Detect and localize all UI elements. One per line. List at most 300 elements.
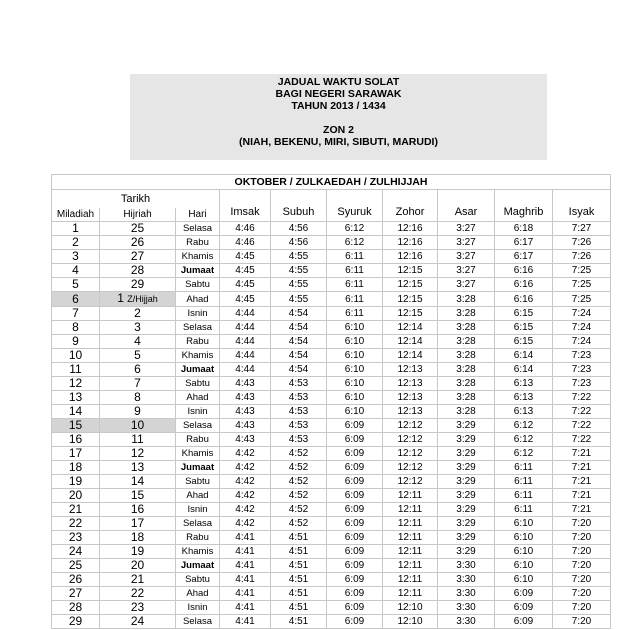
syuruk-cell: 6:10: [327, 391, 383, 405]
hijriah-cell: [100, 264, 176, 278]
hari-cell: Ahad: [176, 292, 220, 307]
table-row: [52, 391, 611, 405]
hijriah-day: 4: [134, 334, 141, 348]
isyak-cell: 7:20: [553, 601, 611, 615]
hari-cell: Ahad: [176, 391, 220, 405]
syuruk-cell: 6:11: [327, 264, 383, 278]
hari-cell: Isnin: [176, 405, 220, 419]
hari-cell: Sabtu: [176, 377, 220, 391]
hijriah-day: 23: [130, 600, 145, 614]
hari-cell: Ahad: [176, 587, 220, 601]
imsak-cell: 4:46: [220, 222, 271, 236]
hijriah-day: 25: [130, 221, 145, 235]
isyak-cell: 7:24: [553, 307, 611, 321]
imsak-cell: 4:42: [220, 475, 271, 489]
subuh-cell: 4:53: [271, 391, 327, 405]
miladiah-cell: 14: [52, 405, 100, 419]
hijriah-cell: [100, 573, 176, 587]
subuh-cell: 4:53: [271, 419, 327, 433]
hijriah-day: 13: [130, 460, 145, 474]
maghrib-cell: 6:10: [495, 573, 553, 587]
subuh-cell: 4:54: [271, 321, 327, 335]
table-row: [52, 433, 611, 447]
imsak-cell: 4:41: [220, 559, 271, 573]
hijriah-cell: [100, 419, 176, 433]
subuh-cell: 4:53: [271, 433, 327, 447]
miladiah-cell: 7: [52, 307, 100, 321]
miladiah-cell: 8: [52, 321, 100, 335]
syuruk-cell: 6:10: [327, 377, 383, 391]
hijriah-day: 15: [130, 488, 145, 502]
zohor-cell: 12:12: [383, 461, 438, 475]
hijriah-cell: [100, 377, 176, 391]
maghrib-cell: 6:13: [495, 391, 553, 405]
maghrib-cell: 6:13: [495, 405, 553, 419]
subuh-cell: 4:52: [271, 475, 327, 489]
syuruk-header: Syuruk: [327, 190, 383, 222]
hari-cell: Jumaat: [176, 363, 220, 377]
maghrib-cell: 6:12: [495, 433, 553, 447]
maghrib-cell: 6:11: [495, 503, 553, 517]
zohor-cell: 12:12: [383, 475, 438, 489]
syuruk-cell: 6:10: [327, 405, 383, 419]
miladiah-cell: 4: [52, 264, 100, 278]
hijriah-day: 17: [130, 516, 145, 530]
table-row: [52, 517, 611, 531]
imsak-cell: 4:41: [220, 601, 271, 615]
zohor-cell: 12:11: [383, 489, 438, 503]
hijriah-day: 16: [130, 502, 145, 516]
miladiah-header: Miladiah: [52, 208, 100, 222]
table-row: [52, 335, 611, 349]
subuh-cell: 4:55: [271, 250, 327, 264]
zohor-cell: 12:11: [383, 545, 438, 559]
zohor-header: Zohor: [383, 190, 438, 222]
hijriah-cell: [100, 405, 176, 419]
imsak-cell: 4:46: [220, 236, 271, 250]
imsak-cell: 4:44: [220, 349, 271, 363]
miladiah-cell: 29: [52, 615, 100, 629]
hari-cell: Rabu: [176, 433, 220, 447]
asar-cell: 3:30: [438, 601, 495, 615]
table-row: [52, 321, 611, 335]
hijriah-cell: [100, 587, 176, 601]
maghrib-cell: 6:09: [495, 615, 553, 629]
hari-cell: Sabtu: [176, 278, 220, 292]
asar-cell: 3:28: [438, 321, 495, 335]
hijriah-cell: [100, 517, 176, 531]
asar-cell: 3:30: [438, 573, 495, 587]
zohor-cell: 12:11: [383, 573, 438, 587]
miladiah-cell: 16: [52, 433, 100, 447]
asar-cell: 3:28: [438, 363, 495, 377]
imsak-cell: 4:41: [220, 587, 271, 601]
hijriah-day: 2: [134, 306, 141, 320]
asar-cell: 3:29: [438, 447, 495, 461]
syuruk-cell: 6:10: [327, 321, 383, 335]
asar-cell: 3:29: [438, 475, 495, 489]
maghrib-cell: 6:10: [495, 559, 553, 573]
month-title: OKTOBER / ZULKAEDAH / ZULHIJJAH: [52, 175, 611, 190]
subuh-cell: 4:51: [271, 531, 327, 545]
subuh-cell: 4:56: [271, 222, 327, 236]
syuruk-cell: 6:12: [327, 236, 383, 250]
hijriah-day: 28: [130, 263, 145, 277]
syuruk-cell: 6:11: [327, 250, 383, 264]
hijriah-day: 18: [130, 530, 145, 544]
imsak-cell: 4:44: [220, 335, 271, 349]
imsak-cell: 4:41: [220, 545, 271, 559]
imsak-cell: 4:42: [220, 461, 271, 475]
miladiah-cell: 11: [52, 363, 100, 377]
zohor-cell: 12:12: [383, 419, 438, 433]
asar-cell: 3:28: [438, 405, 495, 419]
zohor-cell: 12:11: [383, 531, 438, 545]
zohor-cell: 12:15: [383, 278, 438, 292]
zohor-cell: 12:16: [383, 222, 438, 236]
maghrib-cell: 6:11: [495, 475, 553, 489]
table-row: [52, 615, 611, 629]
table-row: [52, 363, 611, 377]
table-row: [52, 531, 611, 545]
hijriah-day: 21: [130, 572, 145, 586]
zohor-cell: 12:13: [383, 405, 438, 419]
hari-cell: Khamis: [176, 545, 220, 559]
hijriah-day: 14: [130, 474, 145, 488]
isyak-cell: 7:20: [553, 573, 611, 587]
subuh-cell: 4:53: [271, 377, 327, 391]
zohor-cell: 12:12: [383, 433, 438, 447]
zohor-cell: 12:16: [383, 236, 438, 250]
isyak-cell: 7:22: [553, 391, 611, 405]
imsak-cell: 4:42: [220, 489, 271, 503]
miladiah-cell: 19: [52, 475, 100, 489]
miladiah-cell: 6: [52, 292, 100, 307]
hari-cell: Rabu: [176, 531, 220, 545]
hijriah-cell: [100, 615, 176, 629]
syuruk-cell: 6:09: [327, 531, 383, 545]
zohor-cell: 12:11: [383, 559, 438, 573]
syuruk-cell: 6:09: [327, 573, 383, 587]
hijriah-day: 7: [134, 376, 141, 390]
miladiah-cell: 28: [52, 601, 100, 615]
syuruk-cell: 6:09: [327, 447, 383, 461]
maghrib-cell: 6:16: [495, 278, 553, 292]
maghrib-header: Maghrib: [495, 190, 553, 222]
hari-cell: Isnin: [176, 307, 220, 321]
subuh-cell: 4:51: [271, 615, 327, 629]
hari-cell: Sabtu: [176, 475, 220, 489]
syuruk-cell: 6:09: [327, 587, 383, 601]
asar-header: Asar: [438, 190, 495, 222]
asar-cell: 3:27: [438, 250, 495, 264]
imsak-cell: 4:45: [220, 292, 271, 307]
imsak-cell: 4:42: [220, 517, 271, 531]
hijriah-day: 5: [134, 348, 141, 362]
maghrib-cell: 6:16: [495, 292, 553, 307]
syuruk-cell: 6:09: [327, 489, 383, 503]
imsak-header: Imsak: [220, 190, 271, 222]
hijriah-cell: [100, 545, 176, 559]
hijriah-month: Z/Hijjah: [127, 294, 158, 304]
syuruk-cell: 6:09: [327, 475, 383, 489]
imsak-cell: 4:44: [220, 307, 271, 321]
zone-label: ZON 2: [323, 124, 354, 136]
hijriah-cell: [100, 489, 176, 503]
miladiah-cell: 13: [52, 391, 100, 405]
hari-cell: Isnin: [176, 503, 220, 517]
hari-cell: Rabu: [176, 236, 220, 250]
zohor-cell: 12:14: [383, 321, 438, 335]
timetable-body: [52, 222, 611, 629]
hijriah-day: 26: [130, 235, 145, 249]
hijriah-day: 20: [130, 558, 145, 572]
isyak-cell: 7:20: [553, 517, 611, 531]
isyak-cell: 7:21: [553, 475, 611, 489]
hijriah-day: 8: [134, 390, 141, 404]
hijriah-day: 22: [130, 586, 145, 600]
subuh-header: Subuh: [271, 190, 327, 222]
asar-cell: 3:28: [438, 292, 495, 307]
isyak-cell: 7:27: [553, 222, 611, 236]
hijriah-cell: [100, 349, 176, 363]
hijriah-day: 3: [134, 320, 141, 334]
zohor-cell: 12:10: [383, 615, 438, 629]
hijriah-day: 9: [134, 404, 141, 418]
subuh-cell: 4:52: [271, 461, 327, 475]
table-row: [52, 419, 611, 433]
maghrib-cell: 6:14: [495, 363, 553, 377]
isyak-cell: 7:21: [553, 447, 611, 461]
maghrib-cell: 6:10: [495, 517, 553, 531]
maghrib-cell: 6:09: [495, 587, 553, 601]
hari-cell: Sabtu: [176, 573, 220, 587]
maghrib-cell: 6:17: [495, 250, 553, 264]
isyak-cell: 7:22: [553, 433, 611, 447]
table-row: [52, 278, 611, 292]
subuh-cell: 4:51: [271, 573, 327, 587]
isyak-cell: 7:24: [553, 321, 611, 335]
asar-cell: 3:28: [438, 377, 495, 391]
imsak-cell: 4:45: [220, 264, 271, 278]
syuruk-cell: 6:09: [327, 433, 383, 447]
hijriah-header: Hijriah: [100, 208, 176, 222]
hijriah-cell: [100, 307, 176, 321]
hijriah-day: 6: [134, 362, 141, 376]
title-line-1: JADUAL WAKTU SOLAT: [277, 76, 400, 88]
imsak-cell: 4:41: [220, 531, 271, 545]
subuh-cell: 4:52: [271, 503, 327, 517]
isyak-cell: 7:25: [553, 292, 611, 307]
syuruk-cell: 6:12: [327, 222, 383, 236]
maghrib-cell: 6:11: [495, 489, 553, 503]
hari-cell: Khamis: [176, 447, 220, 461]
hijriah-cell: [100, 447, 176, 461]
asar-cell: 3:29: [438, 517, 495, 531]
tarikh-header: Tarikh: [52, 190, 220, 209]
isyak-cell: 7:20: [553, 545, 611, 559]
maghrib-cell: 6:15: [495, 307, 553, 321]
table-row: [52, 545, 611, 559]
imsak-cell: 4:45: [220, 278, 271, 292]
hijriah-cell: [100, 461, 176, 475]
hijriah-day: 1: [117, 291, 124, 305]
subuh-cell: 4:54: [271, 363, 327, 377]
miladiah-cell: 27: [52, 587, 100, 601]
syuruk-cell: 6:09: [327, 559, 383, 573]
asar-cell: 3:28: [438, 391, 495, 405]
hari-cell: Selasa: [176, 321, 220, 335]
asar-cell: 3:28: [438, 307, 495, 321]
asar-cell: 3:29: [438, 419, 495, 433]
isyak-cell: 7:23: [553, 377, 611, 391]
syuruk-cell: 6:09: [327, 545, 383, 559]
miladiah-cell: 23: [52, 531, 100, 545]
subuh-cell: 4:53: [271, 405, 327, 419]
subuh-cell: 4:52: [271, 489, 327, 503]
miladiah-cell: 21: [52, 503, 100, 517]
maghrib-cell: 6:12: [495, 447, 553, 461]
asar-cell: 3:29: [438, 461, 495, 475]
table-row: [52, 377, 611, 391]
subuh-cell: 4:55: [271, 264, 327, 278]
syuruk-cell: 6:09: [327, 615, 383, 629]
subuh-cell: 4:51: [271, 545, 327, 559]
isyak-cell: 7:20: [553, 587, 611, 601]
hijriah-day: 12: [130, 446, 145, 460]
imsak-cell: 4:41: [220, 573, 271, 587]
asar-cell: 3:29: [438, 531, 495, 545]
asar-cell: 3:28: [438, 335, 495, 349]
timetable-title-block: [130, 74, 547, 160]
asar-cell: 3:27: [438, 278, 495, 292]
imsak-cell: 4:43: [220, 433, 271, 447]
hijriah-cell: [100, 321, 176, 335]
maghrib-cell: 6:09: [495, 601, 553, 615]
miladiah-cell: 26: [52, 573, 100, 587]
hijriah-cell: [100, 335, 176, 349]
zohor-cell: 12:13: [383, 377, 438, 391]
syuruk-cell: 6:10: [327, 363, 383, 377]
subuh-cell: 4:55: [271, 292, 327, 307]
maghrib-cell: 6:10: [495, 545, 553, 559]
imsak-cell: 4:43: [220, 405, 271, 419]
miladiah-cell: 18: [52, 461, 100, 475]
syuruk-cell: 6:09: [327, 517, 383, 531]
asar-cell: 3:27: [438, 222, 495, 236]
hijriah-cell: [100, 601, 176, 615]
imsak-cell: 4:44: [220, 363, 271, 377]
hari-cell: Isnin: [176, 601, 220, 615]
imsak-cell: 4:43: [220, 391, 271, 405]
table-row: [52, 447, 611, 461]
zone-areas: (NIAH, BEKENU, MIRI, SIBUTI, MARUDI): [239, 136, 438, 148]
hari-cell: Selasa: [176, 419, 220, 433]
table-row: [52, 349, 611, 363]
subuh-cell: 4:54: [271, 335, 327, 349]
hijriah-cell: [100, 250, 176, 264]
table-row: [52, 236, 611, 250]
zohor-cell: 12:14: [383, 349, 438, 363]
syuruk-cell: 6:09: [327, 601, 383, 615]
miladiah-cell: 15: [52, 419, 100, 433]
hijriah-day: 29: [130, 277, 145, 291]
subuh-cell: 4:56: [271, 236, 327, 250]
hari-cell: Jumaat: [176, 461, 220, 475]
subuh-cell: 4:52: [271, 517, 327, 531]
zohor-cell: 12:11: [383, 517, 438, 531]
miladiah-cell: 5: [52, 278, 100, 292]
maghrib-cell: 6:13: [495, 377, 553, 391]
imsak-cell: 4:45: [220, 250, 271, 264]
subuh-cell: 4:51: [271, 601, 327, 615]
isyak-cell: 7:22: [553, 405, 611, 419]
maghrib-cell: 6:12: [495, 419, 553, 433]
asar-cell: 3:29: [438, 489, 495, 503]
subuh-cell: 4:52: [271, 447, 327, 461]
maghrib-cell: 6:17: [495, 236, 553, 250]
imsak-cell: 4:43: [220, 377, 271, 391]
table-row: [52, 307, 611, 321]
hijriah-day: 11: [131, 432, 144, 446]
table-row: [52, 461, 611, 475]
hijriah-day: 27: [130, 249, 145, 263]
miladiah-cell: 20: [52, 489, 100, 503]
miladiah-cell: 22: [52, 517, 100, 531]
zohor-cell: 12:13: [383, 363, 438, 377]
isyak-cell: 7:21: [553, 503, 611, 517]
imsak-cell: 4:44: [220, 321, 271, 335]
imsak-cell: 4:42: [220, 447, 271, 461]
table-row: [52, 292, 611, 307]
zohor-cell: 12:11: [383, 587, 438, 601]
title-line-3: TAHUN 2013 / 1434: [291, 100, 386, 112]
maghrib-cell: 6:16: [495, 264, 553, 278]
subuh-cell: 4:54: [271, 307, 327, 321]
zohor-cell: 12:11: [383, 503, 438, 517]
maghrib-cell: 6:15: [495, 321, 553, 335]
hari-cell: Jumaat: [176, 559, 220, 573]
hijriah-cell: [100, 292, 176, 307]
table-row: [52, 475, 611, 489]
asar-cell: 3:30: [438, 615, 495, 629]
miladiah-cell: 17: [52, 447, 100, 461]
table-row: [52, 559, 611, 573]
hijriah-cell: [100, 503, 176, 517]
hari-cell: Khamis: [176, 349, 220, 363]
syuruk-cell: 6:09: [327, 461, 383, 475]
isyak-cell: 7:25: [553, 278, 611, 292]
asar-cell: 3:27: [438, 236, 495, 250]
title-line-2: BAGI NEGERI SARAWAK: [275, 88, 402, 100]
hari-cell: Selasa: [176, 615, 220, 629]
isyak-cell: 7:23: [553, 363, 611, 377]
table-row: [52, 587, 611, 601]
hari-cell: Khamis: [176, 250, 220, 264]
asar-cell: 3:29: [438, 433, 495, 447]
zohor-cell: 12:15: [383, 307, 438, 321]
table-row: [52, 222, 611, 236]
hijriah-cell: [100, 222, 176, 236]
table-row: [52, 405, 611, 419]
miladiah-cell: 3: [52, 250, 100, 264]
hijriah-cell: [100, 475, 176, 489]
subuh-cell: 4:51: [271, 587, 327, 601]
asar-cell: 3:29: [438, 545, 495, 559]
asar-cell: 3:29: [438, 503, 495, 517]
isyak-cell: 7:23: [553, 349, 611, 363]
imsak-cell: 4:42: [220, 503, 271, 517]
